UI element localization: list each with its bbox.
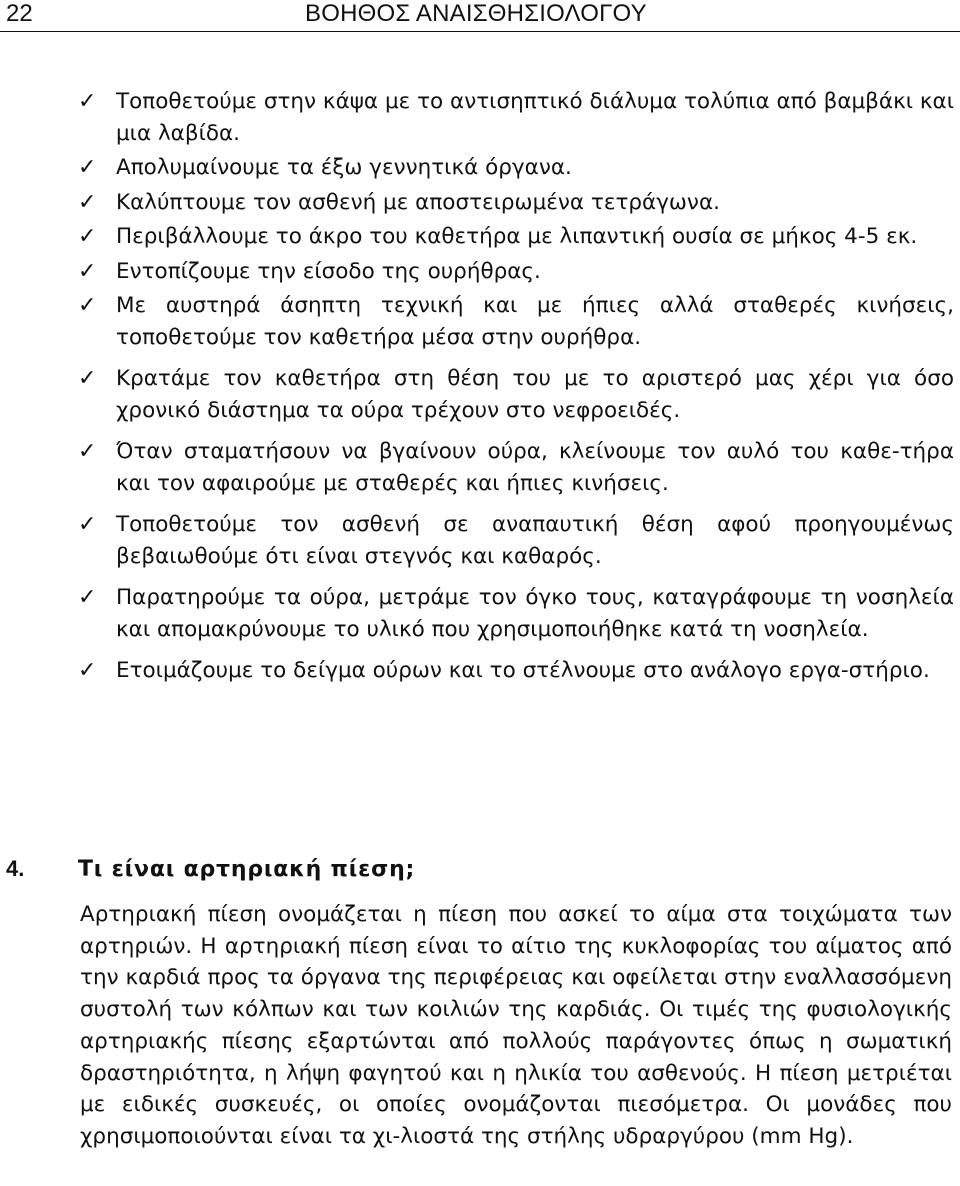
checkmark-icon: ✓: [78, 658, 97, 683]
checkmark-icon: ✓: [78, 293, 97, 318]
section-title: Τι είναι αρτηριακή πίεση;: [78, 857, 416, 882]
list-item-text: Περιβάλλουμε το άκρο του καθετήρα με λιπαντική ουσία σε μήκος 4-5 εκ.: [116, 224, 918, 249]
section-paragraph: Αρτηριακή πίεση ονομάζεται η πίεση που ασκεί το αίμα στα τοιχώματα των αρτηριών. Η αρτηριακή πίεση είναι το αίτιο της κυκλοφορίας του αίματος από την καρδιά προς τα όργανα της περιφέρειας και οφείλεται στην εναλλασσόμενη συστολή των κόλπων και των κοιλιών της καρδιάς. Οι τιμές της φυσιολογικής αρτηριακής πίεσης εξαρτώνται από πολλούς παράγοντες όπως η σωματική δραστηριότητα, η λήψη φαγητού και η ηλικία του ασθενούς. Η πίεση μετριέται με ειδικές συσκευές, οι οποίες ονομάζονται πιεσόμετρα. Οι μονάδες που χρησιμοποιούνται είναι τα χι-λιοστά της στήλης υδραργύρου (mm Hg).: [80, 902, 952, 1149]
header-rule: [0, 31, 960, 32]
list-item: [0, 655, 954, 687]
checkmark-icon: ✓: [78, 439, 97, 464]
section-number: 4.: [6, 856, 25, 881]
list-item-text: Τοποθετούμε στην κάψα με το αντισηπτικό διάλυμα τολύπια από βαμβάκι και μια λαβίδα.: [116, 89, 954, 146]
checkmark-icon: ✓: [78, 258, 97, 284]
checkmark-icon: ✓: [78, 224, 97, 249]
list-item-text: Ετοιμάζουμε το δείγμα ούρων και το στέλνουμε στο ανάλογο εργα-στήριο.: [116, 658, 930, 683]
list-item-text: Όταν σταματήσουν να βγαίνουν ούρα, κλείνουμε τον αυλό του καθε-τήρα και τον αφαιρούμε με σταθερές και ήπιες κινήσεις.: [116, 439, 954, 496]
checkmark-icon: ✓: [78, 89, 97, 114]
running-title: ΒΟΗΘΟΣ ΑΝΑΙΣΘΗΣΙΟΛΟΓΟΥ: [305, 0, 647, 27]
list-item-text: Καλύπτουμε τον ασθενή με αποστειρωμένα τετράγωνα.: [116, 189, 720, 215]
list-item: [0, 363, 954, 426]
procedure-checklist: [0, 86, 960, 697]
list-item-text: Με αυστηρά άσηπτη τεχνική και με ήπιες αλλά σταθερές κινήσεις, τοποθετούμε τον καθετήρα μέσα στην ουρήθρα.: [116, 293, 954, 350]
list-item-text: Εντοπίζουμε την είσοδο της ουρήθρας.: [116, 258, 541, 284]
checkmark-icon: ✓: [78, 155, 97, 180]
list-item: [0, 290, 954, 353]
list-item: [0, 221, 954, 253]
checkmark-icon: ✓: [78, 585, 97, 610]
list-item-text: Παρατηρούμε τα ούρα, μετράμε τον όγκο τους, καταγράφουμε τη νοσηλεία και απομακρύνουμε το υλικό που χρησιμοποιήθηκε κατά τη νοσηλεία.: [116, 585, 954, 642]
list-item-text: Απολυμαίνουμε τα έξω γεννητικά όργανα.: [116, 155, 572, 180]
page-number: 22: [6, 0, 33, 27]
list-item: [0, 256, 954, 288]
checkmark-icon: ✓: [78, 512, 97, 537]
list-item: [0, 436, 954, 499]
checkmark-icon: ✓: [78, 366, 97, 391]
section-heading: [6, 852, 946, 887]
checkmark-icon: ✓: [78, 189, 97, 215]
list-item: [0, 152, 954, 184]
list-item-text: Κρατάμε τον καθετήρα στη θέση του με το αριστερό μας χέρι για όσο χρονικό διάστημα τα ούρα τρέχουν στο νεφροειδές.: [116, 366, 954, 423]
list-item: [0, 86, 954, 149]
list-item: [0, 582, 954, 645]
list-item: [0, 187, 954, 219]
list-item-text: Τοποθετούμε τον ασθενή σε αναπαυτική θέση αφού προηγουμένως βεβαιωθούμε ότι είναι στεγνός και καθαρός.: [116, 512, 954, 569]
page-header: [0, 0, 960, 34]
list-item: [0, 509, 954, 572]
